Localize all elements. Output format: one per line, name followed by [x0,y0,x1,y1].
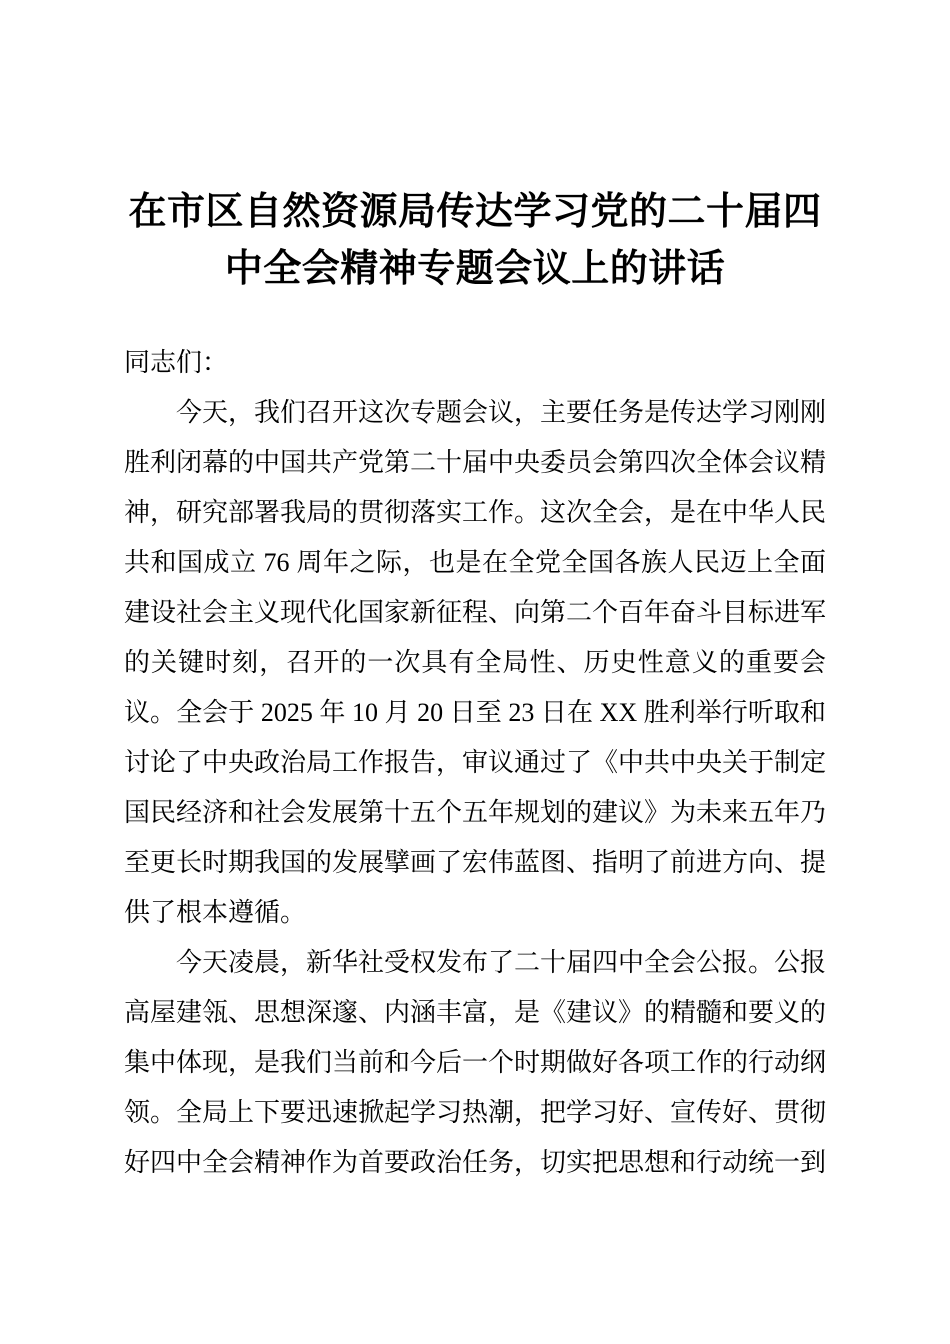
document-content [124,184,826,1188]
salutation: 同志们： [124,348,229,377]
title-line-2: 中全会精神专题会议上的讲话 [224,248,726,290]
title-line-1: 在市区自然资源局传达学习党的二十届四 [128,191,822,233]
paragraph-2: 今天凌晨，新华社受权发布了二十届四中全会公报。公报高屋建瓴、思想深邃、内涵丰富，是《建议》的精髓和要义的集中体现，是我们当前和今后一个时期做好各项工作的行动纲领。全局上下要迅速掀起学习热潮，把学习好、宣传好、贯彻好四中全会精神作为首要政治任务，切实把思想和行动统一到 [124,948,827,1177]
document-title [124,184,826,298]
paragraph-1: 今天，我们召开这次专题会议，主要任务是传达学习刚刚胜利闭幕的中国共产党第二十届中央委员会第四次全体会议精神，研究部署我局的贯彻落实工作。这次全会，是在中华人民共和国成立 76 周年之际，也是在全党全国各族人民迈上全面建设社会主义现代化国家新征程、向第二个百年奋斗目标进军的关键时刻，召开的一次具有全局性、历史性意义的重要会议。全会于 2025 年 10 月 20 日至 23 日在 XX 胜利举行听取和讨论了中央政治局工作报告，审议通过了《中共中央关于制定国民经济和社会发展第十五个五年规划的建议》为未来五年乃至更长时期我国的发展擘画了宏伟蓝图、指明了前进方向、提供了根本遵循。 [124,398,827,927]
